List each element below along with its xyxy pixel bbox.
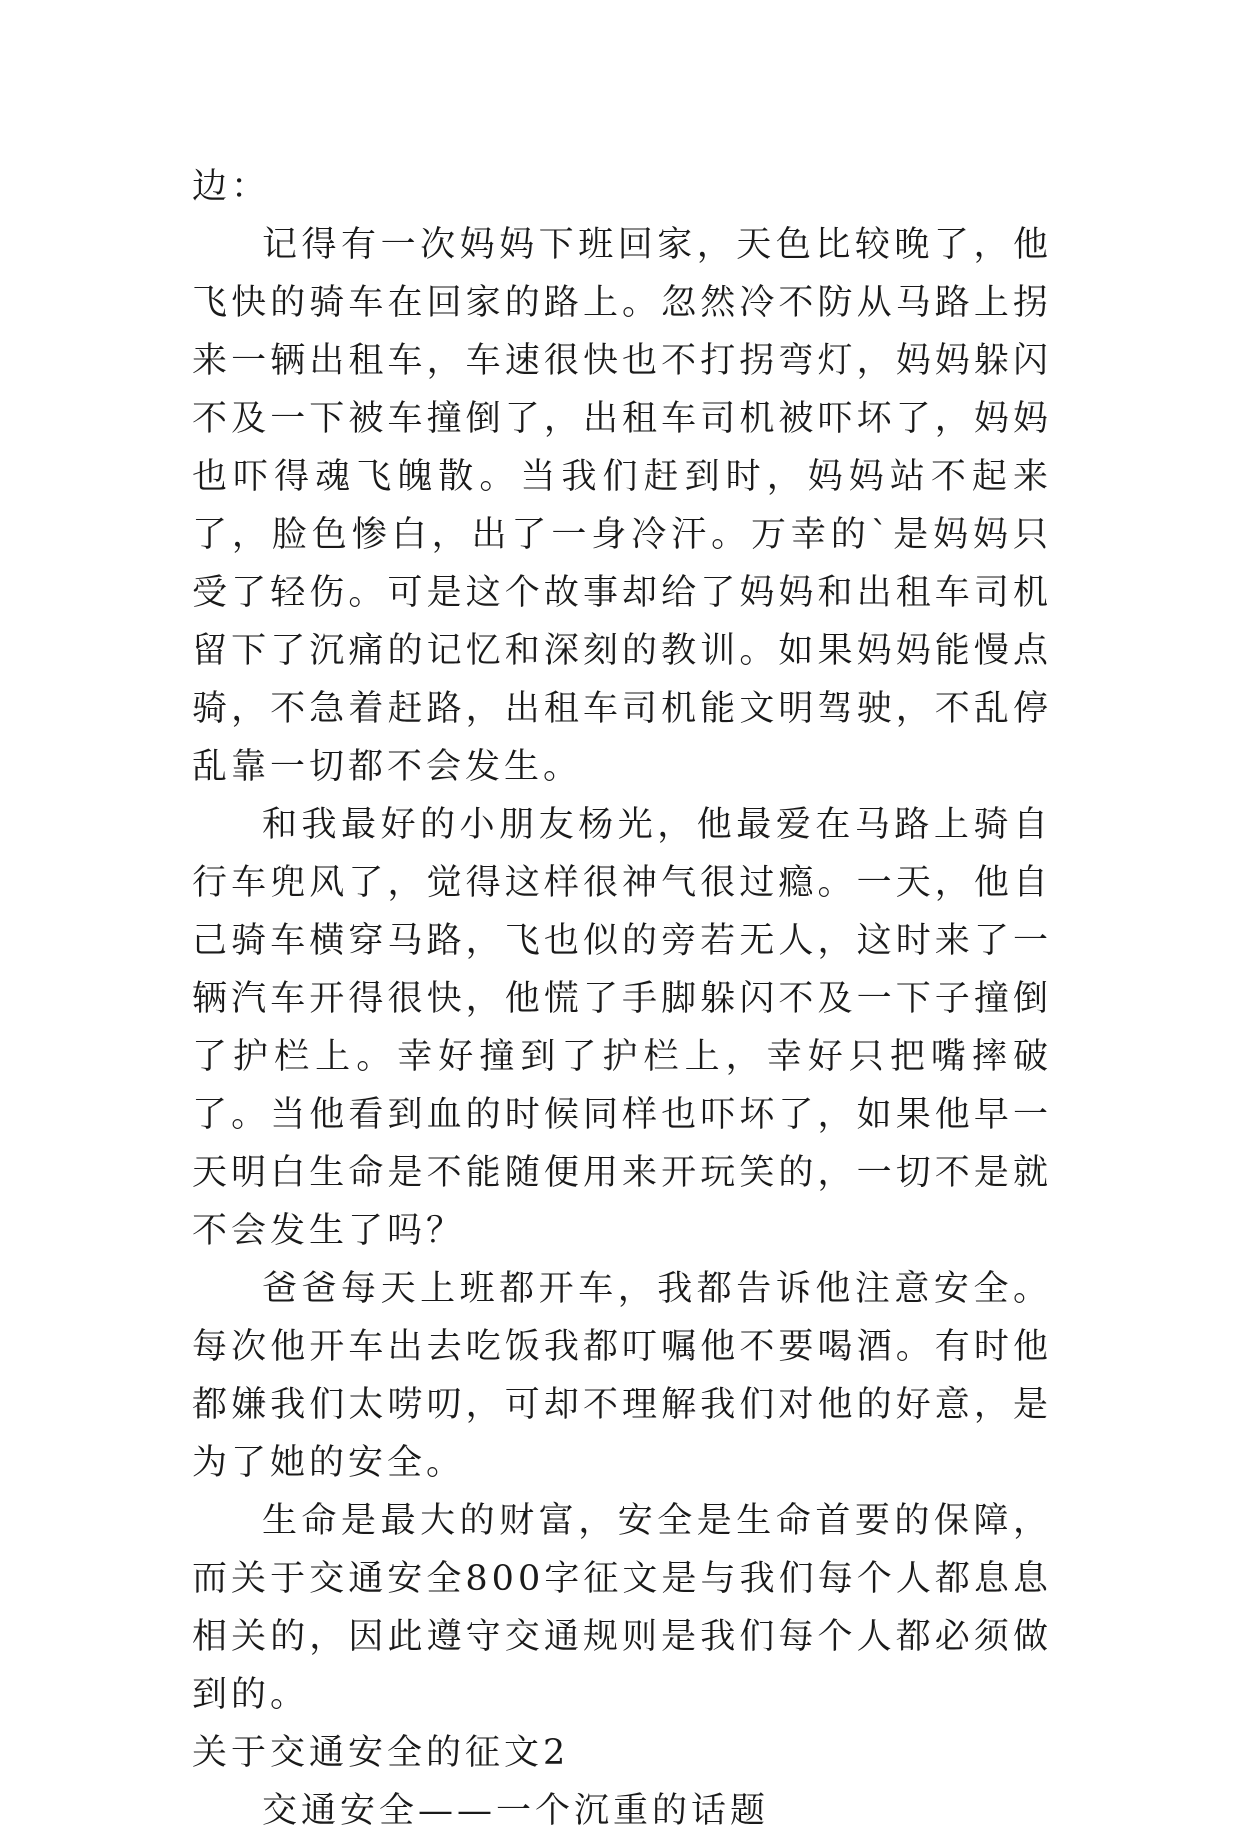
paragraph-friend-yangguang: 和我最好的小朋友杨光，他最爱在马路上骑自行车兜风了，觉得这样很神气很过瘾。一天，他自己骑车横穿马路，飞也似的旁若无人，这时来了一辆汽车开得很快，他慌了手脚躲闪不及一下子撞倒了护栏上。幸好撞到了护栏上，幸好只把嘴摔破了。当他看到血的时候同样也吓坏了，如果他早一天明白生命是不能随便用来开玩笑的，一切不是就不会发生了吗？ — [192, 805, 1052, 1251]
paragraph-father-driving: 爸爸每天上班都开车，我都告诉他注意安全。每次他开车出去吃饭我都叮嘱他不要喝酒。有时他都嫌我们太唠叨，可却不理解我们对他的好意，是为了她的安全。 — [192, 1269, 1052, 1483]
essay-subtitle: 交通安全——一个沉重的话题 — [262, 1791, 770, 1831]
paragraph-fragment: 边： — [192, 167, 271, 207]
paragraph-conclusion: 生命是最大的财富，安全是生命首要的保障，而关于交通安全800字征文是与我们每个人都息息相关的，因此遵守交通规则是我们每个人都必须做到的。 — [192, 1501, 1052, 1715]
paragraph-accident-mother: 记得有一次妈妈下班回家，天色比较晚了，他飞快的骑车在回家的路上。忽然冷不防从马路上拐来一辆出租车，车速很快也不打拐弯灯，妈妈躲闪不及一下被车撞倒了，出租车司机被吓坏了，妈妈也吓得魂飞魄散。当我们赶到时，妈妈站不起来了，脸色惨白，出了一身冷汗。万幸的`是妈妈只受了轻伤。可是这个故事却给了妈妈和出租车司机留下了沉痛的记忆和深刻的教训。如果妈妈能慢点骑，不急着赶路，出租车司机能文明驾驶，不乱停乱靠一切都不会发生。 — [192, 225, 1052, 787]
document-body — [192, 158, 1052, 1840]
section-heading: 关于交通安全的征文2 — [192, 1733, 570, 1773]
